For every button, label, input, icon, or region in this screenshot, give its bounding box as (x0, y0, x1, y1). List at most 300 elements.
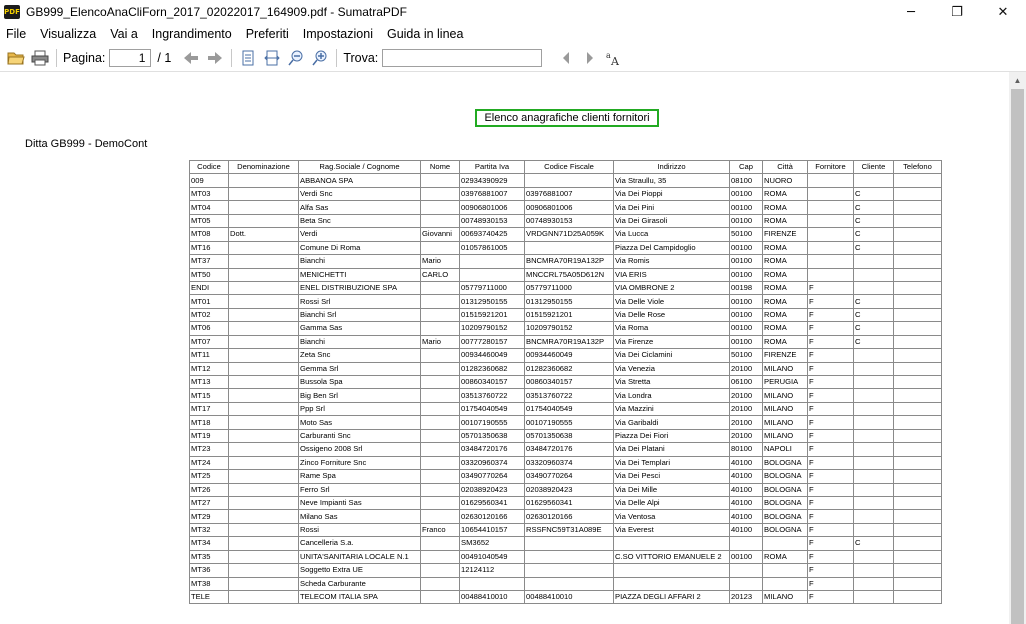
table-row (190, 281, 942, 294)
table-cell: MT05 (190, 214, 229, 227)
window-controls (888, 0, 1026, 24)
table-cell: 03484720176 (460, 443, 525, 456)
vertical-scrollbar[interactable] (1009, 72, 1026, 624)
table-cell: 03976881007 (525, 187, 614, 200)
table-cell: 03490770264 (525, 470, 614, 483)
table-cell: Zeta Snc (299, 349, 421, 362)
table-cell: MT34 (190, 537, 229, 550)
table-cell: 00100 (730, 268, 763, 281)
window-title: GB999_ElencoAnaCliForn_2017_02022017_164909.pdf - SumatraPDF (26, 5, 407, 19)
table-cell (763, 577, 808, 590)
table-cell (421, 577, 460, 590)
scroll-up-arrow-icon[interactable]: ▲ (1013, 76, 1022, 85)
table-cell: MT15 (190, 389, 229, 402)
table-cell: 00100 (730, 255, 763, 268)
table-cell (229, 496, 299, 509)
table-row (190, 537, 942, 550)
table-cell: 00107190555 (460, 416, 525, 429)
table-cell: MT24 (190, 456, 229, 469)
table-cell: 00693740425 (460, 228, 525, 241)
table-cell (894, 241, 942, 254)
table-cell: Gemma Srl (299, 362, 421, 375)
table-cell: MT29 (190, 510, 229, 523)
table-cell: 01754040549 (460, 402, 525, 415)
printer-icon[interactable] (29, 47, 51, 69)
table-cell: 03513760722 (460, 389, 525, 402)
table-cell (421, 496, 460, 509)
table-cell: C (854, 295, 894, 308)
menu-file[interactable]: File (6, 27, 27, 41)
table-cell (894, 470, 942, 483)
table-cell: 01312950155 (525, 295, 614, 308)
table-cell: C (854, 214, 894, 227)
table-cell (421, 322, 460, 335)
menu-vai-a[interactable]: Vai a (110, 27, 138, 41)
table-cell: MT13 (190, 376, 229, 389)
table-row (190, 322, 942, 335)
table-cell: 03490770264 (460, 470, 525, 483)
table-cell (229, 591, 299, 604)
table-cell (421, 295, 460, 308)
table-cell: C (854, 537, 894, 550)
table-cell: ROMA (763, 335, 808, 348)
table-cell (525, 577, 614, 590)
table-cell: 20123 (730, 591, 763, 604)
fit-width-icon[interactable] (261, 47, 283, 69)
table-row (190, 470, 942, 483)
table-cell (854, 255, 894, 268)
table-cell: F (808, 591, 854, 604)
table-row (190, 335, 942, 348)
column-header: Nome (421, 161, 460, 174)
arrow-right-icon[interactable] (204, 47, 226, 69)
table-cell: 00198 (730, 281, 763, 294)
table-cell: Via Roma (614, 322, 730, 335)
table-cell: Mario (421, 335, 460, 348)
table-cell: 00934460049 (460, 349, 525, 362)
table-cell: 40100 (730, 510, 763, 523)
table-cell (229, 470, 299, 483)
table-cell: F (808, 281, 854, 294)
column-header: Telefono (894, 161, 942, 174)
table-cell: 009 (190, 174, 229, 187)
table-row (190, 577, 942, 590)
table-cell: 00488410010 (525, 591, 614, 604)
table-cell: Dott. (229, 228, 299, 241)
table-cell: UNITA'SANITARIA LOCALE N.1 (299, 550, 421, 563)
table-cell: MT17 (190, 402, 229, 415)
table-cell: MT01 (190, 295, 229, 308)
minimize-button[interactable]: ─ (907, 4, 915, 20)
table-cell (763, 564, 808, 577)
table-cell: 00100 (730, 241, 763, 254)
table-cell: 02934390929 (460, 174, 525, 187)
table-cell: Zinco Forniture Snc (299, 456, 421, 469)
table-cell (854, 268, 894, 281)
table-cell: Mario (421, 255, 460, 268)
clients-suppliers-table (189, 160, 942, 604)
table-cell (229, 308, 299, 321)
table-row (190, 295, 942, 308)
table-cell (229, 362, 299, 375)
table-cell: 05779711000 (460, 281, 525, 294)
table-cell: Carburanti Snc (299, 429, 421, 442)
table-cell (808, 201, 854, 214)
table-cell: 00100 (730, 335, 763, 348)
table-cell: Via Londra (614, 389, 730, 402)
table-cell: F (808, 389, 854, 402)
table-cell: 01515921201 (460, 308, 525, 321)
table-cell: Via Dei Ciclamini (614, 349, 730, 362)
table-cell (808, 268, 854, 281)
table-cell: 20100 (730, 362, 763, 375)
table-cell: C (854, 241, 894, 254)
table-cell: MILANO (763, 402, 808, 415)
table-cell: F (808, 429, 854, 442)
table-cell: 02038920423 (525, 483, 614, 496)
scroll-thumb[interactable] (1011, 89, 1024, 624)
table-row (190, 268, 942, 281)
table-cell: C.SO VITTORIO EMANUELE 2 (614, 550, 730, 563)
table-cell: Via Romis (614, 255, 730, 268)
table-cell: 06100 (730, 376, 763, 389)
table-cell (854, 443, 894, 456)
table-cell: Ferro Srl (299, 483, 421, 496)
table-cell: 00934460049 (525, 349, 614, 362)
table-cell (894, 174, 942, 187)
table-cell (229, 268, 299, 281)
table-cell: 05701350638 (525, 429, 614, 442)
table-cell: 00100 (730, 187, 763, 200)
document-viewport[interactable] (0, 72, 1009, 624)
table-cell: Piazza Dei Fiori (614, 429, 730, 442)
table-cell: 01312950155 (460, 295, 525, 308)
table-cell: MILANO (763, 362, 808, 375)
table-row (190, 201, 942, 214)
table-cell: Big Ben Srl (299, 389, 421, 402)
table-cell: F (808, 416, 854, 429)
table-cell: ROMA (763, 214, 808, 227)
table-cell: Via Straullu, 35 (614, 174, 730, 187)
table-cell: Via Garibaldi (614, 416, 730, 429)
table-cell: 01057861005 (460, 241, 525, 254)
table-cell: C (854, 335, 894, 348)
table-cell: 10654410157 (460, 523, 525, 536)
table-cell: Piazza Del Campidoglio (614, 241, 730, 254)
table-cell: Via Everest (614, 523, 730, 536)
table-cell (854, 362, 894, 375)
table-cell: Via Lucca (614, 228, 730, 241)
table-cell: FIRENZE (763, 228, 808, 241)
page-number-input[interactable]: 1 (109, 49, 151, 67)
table-cell (229, 416, 299, 429)
table-cell: 00860340157 (460, 376, 525, 389)
table-cell: 01282360682 (460, 362, 525, 375)
table-cell: Via Dei Girasoli (614, 214, 730, 227)
table-cell: MT19 (190, 429, 229, 442)
table-cell: MT27 (190, 496, 229, 509)
maximize-button[interactable]: ❐ (951, 4, 963, 20)
table-cell: BOLOGNA (763, 523, 808, 536)
table-cell (460, 268, 525, 281)
table-row (190, 228, 942, 241)
table-cell (894, 295, 942, 308)
table-cell: MT35 (190, 550, 229, 563)
table-cell: 02038920423 (460, 483, 525, 496)
table-cell: Via Delle Viole (614, 295, 730, 308)
table-cell (229, 255, 299, 268)
company-name: Ditta GB999 - DemoCont (25, 138, 148, 150)
table-row (190, 550, 942, 563)
table-cell (854, 429, 894, 442)
table-cell: MT02 (190, 308, 229, 321)
table-cell: F (808, 402, 854, 415)
table-cell: MILANO (763, 389, 808, 402)
menu-preferiti[interactable]: Preferiti (245, 27, 289, 41)
table-cell: Moto Sas (299, 416, 421, 429)
page-label: Pagina: (63, 50, 106, 65)
column-header: Fornitore (808, 161, 854, 174)
table-cell (894, 523, 942, 536)
table-cell (894, 577, 942, 590)
table-cell: Bussola Spa (299, 376, 421, 389)
table-cell: BOLOGNA (763, 483, 808, 496)
table-cell (894, 389, 942, 402)
table-cell (894, 308, 942, 321)
column-header: Codice Fiscale (525, 161, 614, 174)
table-cell: F (808, 295, 854, 308)
fit-page-icon[interactable] (237, 47, 259, 69)
table-cell (229, 483, 299, 496)
table-cell: Via Mazzini (614, 402, 730, 415)
table-row (190, 443, 942, 456)
table-row (190, 483, 942, 496)
table-cell: ROMA (763, 295, 808, 308)
table-row (190, 402, 942, 415)
toolbar (0, 44, 1026, 72)
table-cell (894, 564, 942, 577)
table-cell: F (808, 496, 854, 509)
table-cell (854, 402, 894, 415)
table-cell: ROMA (763, 255, 808, 268)
table-cell (854, 389, 894, 402)
table-cell: 40100 (730, 456, 763, 469)
table-cell (854, 281, 894, 294)
menu-impostazioni[interactable]: Impostazioni (302, 27, 373, 41)
match-case-icon[interactable] (603, 47, 625, 69)
table-cell: 00491040549 (460, 550, 525, 563)
find-next-icon[interactable] (579, 47, 601, 69)
table-cell: F (808, 362, 854, 375)
menu-bar (0, 24, 1026, 44)
table-cell (614, 564, 730, 577)
table-cell (808, 228, 854, 241)
table-header-row (190, 161, 942, 174)
table-cell: F (808, 308, 854, 321)
table-cell (854, 416, 894, 429)
find-label: Trova: (343, 50, 379, 65)
table-cell (421, 308, 460, 321)
zoom-out-icon[interactable] (285, 47, 307, 69)
table-cell: F (808, 483, 854, 496)
table-cell (229, 174, 299, 187)
table-cell: Alfa Sas (299, 201, 421, 214)
table-cell (229, 335, 299, 348)
svg-text:a: a (606, 50, 612, 60)
table-cell (229, 201, 299, 214)
close-button[interactable]: ✕ (997, 4, 1009, 20)
table-cell: Via Venezia (614, 362, 730, 375)
table-cell (854, 523, 894, 536)
table-cell: MT03 (190, 187, 229, 200)
table-cell (460, 577, 525, 590)
table-cell: BOLOGNA (763, 496, 808, 509)
table-cell (229, 537, 299, 550)
table-cell: MT50 (190, 268, 229, 281)
table-cell: Verdi (299, 228, 421, 241)
table-cell: 00100 (730, 201, 763, 214)
table-cell (894, 429, 942, 442)
table-cell: 05701350638 (460, 429, 525, 442)
table-cell (421, 456, 460, 469)
svg-text:A: A (611, 54, 620, 66)
table-cell (808, 241, 854, 254)
table-cell: FIRENZE (763, 349, 808, 362)
table-cell (854, 510, 894, 523)
menu-ingrandimento[interactable]: Ingrandimento (151, 27, 232, 41)
table-cell: MT36 (190, 564, 229, 577)
table-cell (894, 281, 942, 294)
table-cell: F (808, 322, 854, 335)
table-cell (854, 376, 894, 389)
table-cell (229, 322, 299, 335)
table-cell (421, 483, 460, 496)
table-row (190, 174, 942, 187)
table-cell: MT25 (190, 470, 229, 483)
table-cell: Beta Snc (299, 214, 421, 227)
table-row (190, 187, 942, 200)
toolbar-separator (56, 49, 57, 67)
table-cell: MILANO (763, 429, 808, 442)
table-cell: ENDI (190, 281, 229, 294)
table-row (190, 241, 942, 254)
table-row (190, 456, 942, 469)
sumatra-app-icon[interactable]: PDF (4, 5, 20, 19)
table-cell: 40100 (730, 523, 763, 536)
table-cell: PIAZZA DEGLI AFFARI 2 (614, 591, 730, 604)
table-cell: Via Dei Pioppi (614, 187, 730, 200)
table-cell: 40100 (730, 496, 763, 509)
table-cell: NUORO (763, 174, 808, 187)
open-folder-icon[interactable] (5, 47, 27, 69)
table-cell: 00777280157 (460, 335, 525, 348)
zoom-in-icon[interactable] (309, 47, 331, 69)
table-cell: Via Dei Platani (614, 443, 730, 456)
table-cell: MT26 (190, 483, 229, 496)
table-cell (421, 550, 460, 563)
table-cell: 00748930153 (525, 214, 614, 227)
table-cell (525, 537, 614, 550)
table-cell: Via Ventosa (614, 510, 730, 523)
table-cell (421, 416, 460, 429)
table-cell (854, 550, 894, 563)
table-cell (421, 349, 460, 362)
table-cell: Verdi Snc (299, 187, 421, 200)
table-cell: BOLOGNA (763, 470, 808, 483)
table-cell (421, 201, 460, 214)
table-cell: 00100 (730, 295, 763, 308)
column-header: Partita Iva (460, 161, 525, 174)
table-row (190, 429, 942, 442)
table-cell: ROMA (763, 201, 808, 214)
table-cell: PERUGIA (763, 376, 808, 389)
table-cell: 00100 (730, 322, 763, 335)
table-cell: Rossi Srl (299, 295, 421, 308)
table-cell: C (854, 201, 894, 214)
toolbar-separator (231, 49, 232, 67)
table-cell: MENICHETTI (299, 268, 421, 281)
table-cell (894, 537, 942, 550)
table-cell (229, 550, 299, 563)
table-cell (525, 241, 614, 254)
arrow-left-icon[interactable] (180, 47, 202, 69)
table-cell: Via Delle Rose (614, 308, 730, 321)
table-cell (894, 335, 942, 348)
table-cell (894, 255, 942, 268)
table-cell: 01754040549 (525, 402, 614, 415)
table-cell (894, 268, 942, 281)
table-cell: 00906801006 (525, 201, 614, 214)
table-cell (421, 402, 460, 415)
table-cell (730, 537, 763, 550)
page-total: / 1 (157, 50, 172, 65)
table-cell: MILANO (763, 416, 808, 429)
table-cell: 20100 (730, 429, 763, 442)
table-cell: C (854, 187, 894, 200)
table-cell: 50100 (730, 349, 763, 362)
table-cell (808, 255, 854, 268)
table-cell (421, 443, 460, 456)
table-cell (894, 376, 942, 389)
table-cell: SM3652 (460, 537, 525, 550)
find-input[interactable] (382, 49, 542, 67)
menu-guida[interactable]: Guida in linea (386, 27, 464, 41)
menu-visualizza[interactable]: Visualizza (40, 27, 97, 41)
table-cell (854, 174, 894, 187)
table-cell: Neve Impianti Sas (299, 496, 421, 509)
table-cell: C (854, 228, 894, 241)
table-cell (894, 201, 942, 214)
table-cell: 03320960374 (525, 456, 614, 469)
table-cell: CARLO (421, 268, 460, 281)
table-cell (808, 214, 854, 227)
table-cell (894, 349, 942, 362)
table-cell (229, 564, 299, 577)
table-cell: Via Dei Pesci (614, 470, 730, 483)
table-cell: 01629560341 (460, 496, 525, 509)
table-cell (229, 510, 299, 523)
table-cell: F (808, 510, 854, 523)
table-cell (525, 550, 614, 563)
table-row (190, 510, 942, 523)
table-cell: F (808, 550, 854, 563)
table-cell (894, 214, 942, 227)
find-prev-icon[interactable] (555, 47, 577, 69)
table-row (190, 389, 942, 402)
table-cell: ABBANOA SPA (299, 174, 421, 187)
table-cell (229, 402, 299, 415)
table-cell: Milano Sas (299, 510, 421, 523)
